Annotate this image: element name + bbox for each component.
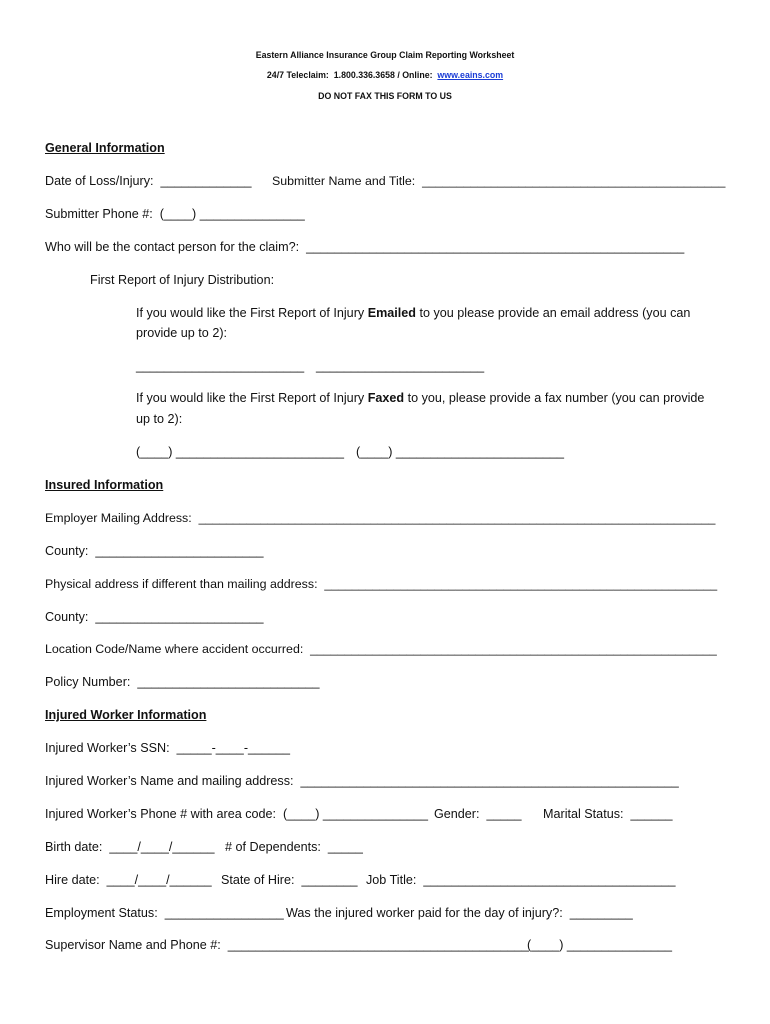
injured-worker-information-heading: Injured Worker Information bbox=[45, 708, 207, 722]
email-text-after: to you please provide an email address (you can bbox=[415, 306, 691, 320]
worker-ssn-field[interactable]: Injured Worker’s SSN: _____-____-______ bbox=[45, 741, 291, 755]
fax-field-1[interactable]: (____) ________________________ bbox=[136, 445, 344, 459]
employer-mailing-address-field[interactable]: Employer Mailing Address: ___________________________________________________________________________ bbox=[45, 511, 716, 525]
date-of-loss-field[interactable]: Date of Loss/Injury: _____________ bbox=[45, 174, 252, 188]
emailed-emphasis: Emailed bbox=[367, 306, 416, 320]
marital-status-field[interactable]: Marital Status: ______ bbox=[543, 807, 673, 821]
online-link[interactable]: www.eains.com bbox=[437, 70, 504, 80]
physical-address-field[interactable]: Physical address if different than mailing address: _________________________________________________________ bbox=[45, 577, 718, 591]
fax-instructions-line2: up to 2): bbox=[136, 412, 183, 426]
paid-day-of-injury-field[interactable]: Was the injured worker paid for the day of injury?: _________ bbox=[286, 906, 633, 920]
teleclaim-line bbox=[0, 67, 770, 83]
insured-information-heading: Insured Information bbox=[45, 478, 164, 492]
fax-instructions bbox=[136, 390, 704, 406]
supervisor-phone-field[interactable]: (____) _______________ bbox=[527, 938, 672, 952]
submitter-name-field[interactable]: Submitter Name and Title: ____________________________________________ bbox=[272, 174, 726, 188]
email-text-before: If you would like the First Report of Injury bbox=[136, 306, 368, 320]
email-field-2[interactable]: ________________________ bbox=[316, 359, 485, 373]
contact-person-field[interactable]: Who will be the contact person for the claim?: ______________________________________________________ bbox=[45, 240, 685, 254]
county-field-2[interactable]: County: ________________________ bbox=[45, 610, 264, 624]
county-field-1[interactable]: County: ________________________ bbox=[45, 544, 264, 558]
email-instructions bbox=[136, 305, 690, 321]
supervisor-name-field[interactable]: Supervisor Name and Phone #: ___________________________________________ bbox=[45, 938, 529, 952]
hire-date-field[interactable]: Hire date: ____/____/______ bbox=[45, 873, 212, 887]
faxed-emphasis: Faxed bbox=[367, 391, 405, 405]
dependents-field[interactable]: # of Dependents: _____ bbox=[225, 840, 363, 854]
fax-text-before: If you would like the First Report of Injury bbox=[136, 391, 368, 405]
submitter-phone-field[interactable]: Submitter Phone #: (____) _______________ bbox=[45, 207, 305, 221]
no-fax-warning: DO NOT FAX THIS FORM TO US bbox=[318, 91, 452, 101]
state-of-hire-field[interactable]: State of Hire: ________ bbox=[221, 873, 358, 887]
gender-field[interactable]: Gender: _____ bbox=[434, 807, 522, 821]
employment-status-field[interactable]: Employment Status: _________________ bbox=[45, 906, 284, 920]
teleclaim-text: 24/7 Teleclaim: 1.800.336.3658 / Online: bbox=[266, 70, 438, 80]
worker-name-address-field[interactable]: Injured Worker’s Name and mailing address: ______________________________________________________ bbox=[45, 774, 679, 788]
fax-text-after: to you, please provide a fax number (you can provide bbox=[404, 391, 705, 405]
worker-phone-field[interactable]: Injured Worker’s Phone # with area code: (____) _______________ bbox=[45, 807, 428, 821]
email-field-1[interactable]: ________________________ bbox=[136, 359, 305, 373]
general-information-heading: General Information bbox=[45, 141, 165, 155]
first-report-distribution-label: First Report of Injury Distribution: bbox=[90, 273, 275, 287]
location-code-field[interactable]: Location Code/Name where accident occurred: ___________________________________________________________ bbox=[45, 642, 717, 656]
birth-date-field[interactable]: Birth date: ____/____/______ bbox=[45, 840, 215, 854]
fax-field-2[interactable]: (____) ________________________ bbox=[356, 445, 564, 459]
email-instructions-line2: provide up to 2): bbox=[136, 326, 228, 340]
policy-number-field[interactable]: Policy Number: __________________________ bbox=[45, 675, 320, 689]
form-title: Eastern Alliance Insurance Group Claim Reporting Worksheet bbox=[255, 50, 515, 60]
job-title-field[interactable]: Job Title: ____________________________________ bbox=[366, 873, 676, 887]
